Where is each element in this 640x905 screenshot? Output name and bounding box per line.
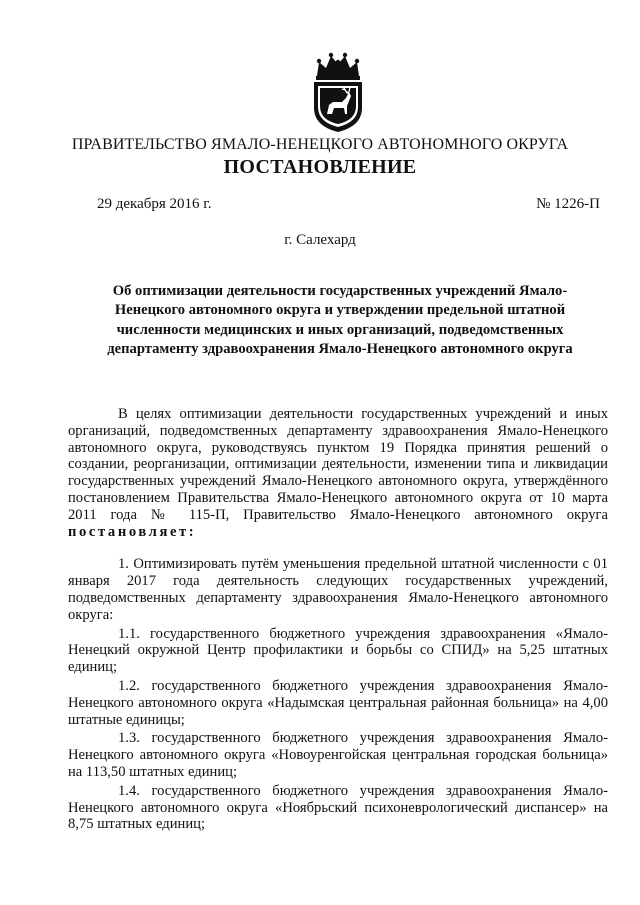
document-body (68, 406, 608, 833)
item-paragraph: 1.4. государственного бюджетного учреждения здравоохранения Ямало-Ненецкого автономного округа «Ноябрьский психоневрологический диспансер» на 8,75 штатных единиц; (68, 782, 608, 833)
item-paragraph: 1. Оптимизировать путём уменьшения предельной штатной численности с 01 января 2017 года деятельность следующих государственных учреждений, подведомственных департаменту здравоохранения Ямало-Ненецкого автономного округа: (68, 556, 608, 623)
preamble-text: В целях оптимизации деятельности государственных учреждений и иных организаций, подведомственных департаменту здравоохранения Ямало-Ненецкого автономного округа, руководствуясь пунктом 19 Порядка принятия решений о создании, реорганизации, оптимизации деятельности, изменении типа и ликвидации государственных учреждений Ямало-Ненецкого автономного округа, утверждённого постановлением Правительства Ямало-Ненецкого автономного округа от 10 марта 2011 года № 115-П, Правительство Ямало-Ненецкого автономного округа (68, 406, 608, 523)
item-paragraph: 1.2. государственного бюджетного учреждения здравоохранения Ямало-Ненецкого автономного округа «Надымская центральная районная больница» на 4,00 штатные единицы; (68, 677, 608, 728)
preamble-paragraph (68, 406, 608, 540)
document-type: ПОСТАНОВЛЕНИЕ (223, 156, 417, 178)
document-city: г. Салехард (284, 232, 356, 248)
item-paragraph: 1.1. государственного бюджетного учреждения здравоохранения «Ямало-Ненецкий окружной Центр профилактики и борьбы со СПИД» на 5,25 штатных единиц; (68, 625, 608, 676)
document-title: Об оптимизации деятельности государственных учреждений Ямало-Ненецкого автономного округа и утверждении предельной штатной численности медицинских и иных организаций, подведомственных департаменту здравоохранения Ямало-Ненецкого автономного округа (107, 283, 573, 358)
coat-of-arms-emblem (309, 50, 367, 134)
decree-word: постановляет: (68, 523, 197, 540)
document-date: 29 декабря 2016 г. (97, 196, 212, 212)
document-number: № 1226-П (536, 196, 600, 212)
government-name: ПРАВИТЕЛЬСТВО ЯМАЛО-НЕНЕЦКОГО АВТОНОМНОГО ОКРУГА (71, 136, 569, 153)
item-paragraph: 1.3. государственного бюджетного учреждения здравоохранения Ямало-Ненецкого автономного округа «Новоуренгойская центральная городская больница» на 113,50 штатных единиц; (68, 730, 608, 780)
